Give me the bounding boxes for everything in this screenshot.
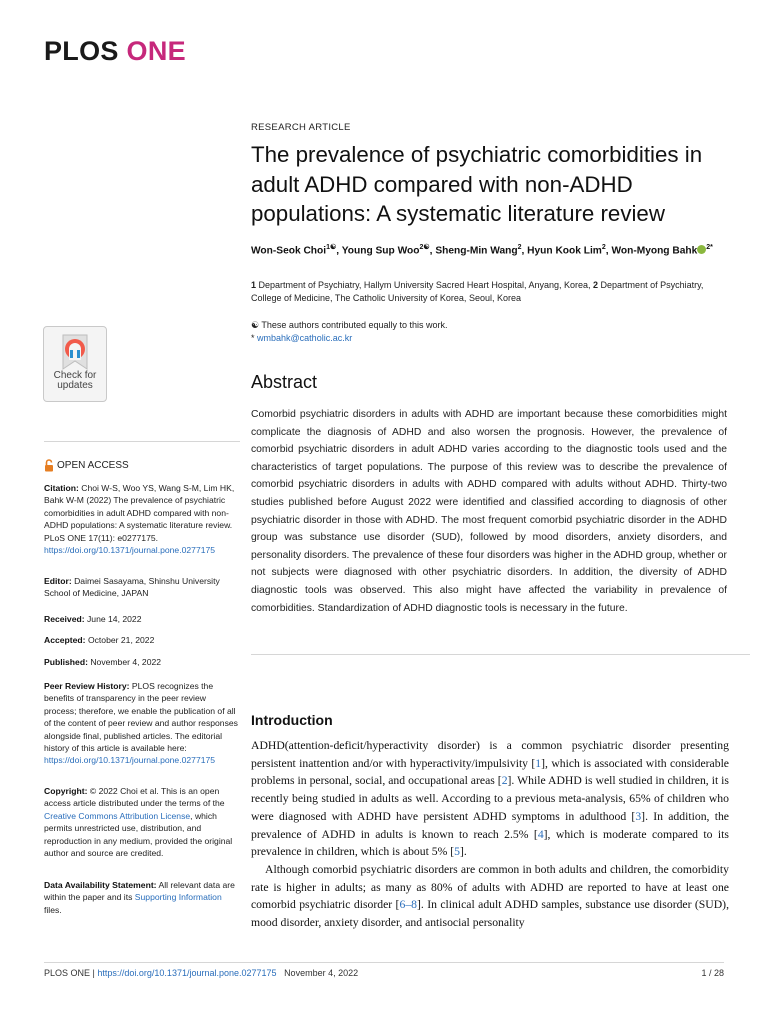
affil-num-1: 1 <box>251 280 257 290</box>
citation-block <box>44 482 240 556</box>
footer-journal: PLOS ONE <box>44 968 91 978</box>
text-span: Although comorbid psychiatric disorders are common in both adults and children, the comorbidity rate is higher in adults; as many as 80% of adults with ADHD are reported to have at least one comorbid psychiatric disorder [ <box>251 862 729 912</box>
open-access <box>44 459 129 472</box>
reference-link[interactable]: 4 <box>537 827 544 841</box>
correspondence-note <box>251 332 727 345</box>
author-name[interactable]: Young Sup Woo <box>341 245 420 257</box>
author-notes <box>251 319 727 345</box>
copyright-text-2: , which permits unrestricted use, distribution, and reproduction in any medium, provided the original author and source are credited. <box>44 810 233 859</box>
peer-review-label: Peer Review History: <box>44 681 130 691</box>
affil-text-1: Department of Psychiatry, Hallym University Sacred Heart Hospital, Anyang, Korea, <box>258 280 591 290</box>
author-sup: 2* <box>706 244 713 251</box>
bookmark-icon <box>61 333 89 371</box>
text-span: ]. <box>460 845 467 859</box>
footer-separator: | <box>92 968 95 978</box>
reference-link[interactable]: 6–8 <box>399 898 417 912</box>
peer-review-link[interactable]: https://doi.org/10.1371/journal.pone.0277175 <box>44 755 216 766</box>
correspondence-email-link[interactable]: wmbahk@catholic.ac.kr <box>257 333 353 343</box>
data-availability-label: Data Availability Statement: <box>44 880 157 890</box>
copyright-block <box>44 785 240 859</box>
reference-link[interactable]: 2 <box>501 774 508 788</box>
intro-paragraph-2 <box>251 861 729 932</box>
equal-contribution-note <box>251 319 727 332</box>
published-block <box>44 656 240 668</box>
author-name[interactable]: Won-Seok Choi <box>251 245 327 257</box>
received-block <box>44 613 240 625</box>
sidebar-divider <box>44 441 240 442</box>
editor-block <box>44 575 240 600</box>
reference-link[interactable]: 3 <box>635 809 642 823</box>
published-date: November 4, 2022 <box>90 657 162 667</box>
copyright-label: Copyright: <box>44 786 88 796</box>
accepted-label: Accepted: <box>44 635 86 645</box>
text-span: ], which is associated with considerable problems in personal, social, and occupational areas [ <box>251 756 729 788</box>
reference-link[interactable]: 5 <box>454 845 461 859</box>
equal-contribution-text: These authors contributed equally to this work. <box>261 320 448 330</box>
journal-logo[interactable] <box>44 36 186 67</box>
footer-doi-link[interactable]: https://doi.org/10.1371/journal.pone.0277175 <box>97 968 277 978</box>
check-for-updates-badge[interactable] <box>43 326 107 402</box>
citation-label: Citation: <box>44 483 79 493</box>
logo-one: ONE <box>126 36 186 66</box>
equal-contribution-icon: ☯ <box>251 320 260 330</box>
page-footer <box>44 968 358 978</box>
orcid-icon[interactable] <box>697 245 706 254</box>
peer-review-text: PLOS recognizes the benefits of transparency in the peer review process; therefore, we enable the publication of all of the content of peer review and author responses alongside final, published articles. The editorial history of this article is available here: <box>44 681 238 754</box>
introduction-heading: Introduction <box>251 712 333 728</box>
data-availability-block <box>44 879 240 916</box>
footer-divider <box>44 962 724 963</box>
editor-text: Daimei Sasayama, Shinshu University School of Medicine, JAPAN <box>44 576 220 599</box>
article-type: RESEARCH ARTICLE <box>251 122 351 133</box>
author-sup: 1☯ <box>326 244 337 251</box>
open-access-label: OPEN ACCESS <box>57 460 129 471</box>
abstract-heading: Abstract <box>251 372 318 392</box>
license-link[interactable]: Creative Commons Attribution License <box>44 810 191 821</box>
text-span: ]. In clinical adult ADHD samples, substance use disorder (SUD), mood disorder, anxiety disorder, and antisocial personality <box>251 898 729 930</box>
author-list: Won-Seok Choi$^{1☯}$, Young Sup Woo$^{2☯}$, Sheng-Min Wang$^2$, Hyun Kook Lim$^2$, Won-Myong Bahk $^{2*}$ <box>251 244 713 257</box>
data-availability-text-2: files. <box>44 904 62 915</box>
text-span: ADHD(attention-deficit/hyperactivity disorder) is a common psychiatric disorder presenting persistent inattention and/or with hyperactivity/impulsivity [ <box>251 739 729 770</box>
received-date: June 14, 2022 <box>87 614 142 624</box>
copyright-text: © 2022 Choi et al. This is an open access article distributed under the terms of the <box>44 786 225 809</box>
accepted-date: October 21, 2022 <box>87 635 155 645</box>
author-name[interactable]: Sheng-Min Wang <box>435 245 518 257</box>
peer-review-block <box>44 680 240 767</box>
article-title: The prevalence of psychiatric comorbidities in adult ADHD compared with non-ADHD populations: A systematic literature review <box>251 142 703 226</box>
logo-plos: PLOS <box>44 36 119 66</box>
author-sup: 2☯ <box>419 244 430 251</box>
text-span: ]. In addition, the prevalence of ADHD in adults is known to reach 2.5% [ <box>251 809 729 841</box>
badge-line-1: Check for <box>53 370 97 381</box>
author-sup: 2 <box>517 244 522 251</box>
reference-link[interactable]: 1 <box>535 756 542 770</box>
text-span: ], which is moderate compared to its prevalence in children, which is about 5% [ <box>251 827 729 859</box>
asterisk-icon: * <box>251 333 255 343</box>
author-name[interactable]: Won-Myong Bahk <box>611 245 698 257</box>
supporting-info-link[interactable]: Supporting Information <box>134 892 222 903</box>
page-number: 1 / 28 <box>701 968 724 978</box>
editor-label: Editor: <box>44 576 72 586</box>
accepted-block <box>44 634 240 646</box>
author-sup: 2 <box>601 244 606 251</box>
intro-paragraph-1 <box>251 737 729 861</box>
text-span: ]. While ADHD is well studied in children, it is recently being studied in adults as well. According to a previous meta-analysis, 65% of children who were diagnosed with ADHD have persistent ADHD symptoms in adulthood [ <box>251 774 729 823</box>
published-label: Published: <box>44 657 88 667</box>
citation-doi-link[interactable]: https://doi.org/10.1371/journal.pone.0277175 <box>44 545 216 556</box>
abstract-text: Comorbid psychiatric disorders in adults with ADHD are important because these comorbidities might complicate the diagnosis of ADHD and also worsen the prognosis. However, the prevalence of comorbid psychiatric disorders in adult ADHD varies according to the diagnostic tools used and the characteristics of target populations. The purpose of this review was to describe the prevalence of comorbid psychiatric disorders in adults with ADHD compared with adults without ADHD. Thirty-two studies published before August 2022 were identified and classified according to diagnosis of other psychiatric disorder in those with ADHD. The most frequent comorbid psychiatric disorder in the ADHD group was substance use disorder (SUD), followed by mood disorders, anxiety disorders, and personality disorders. The prevalence of these four disorders was higher in the ADHD group, whether or not subjects were diagnosed with other psychiatric disorders. In addition, the diversity of ADHD diagnostic tools was observed. This also might have affected the variability in prevalence of comorbidities. Standardization of ADHD diagnostic tools is necessary in the future. <box>251 409 727 614</box>
author-name[interactable]: Hyun Kook Lim <box>527 245 602 257</box>
affil-num-2: 2 <box>593 280 599 290</box>
badge-line-2: updates <box>57 380 93 391</box>
data-availability-text: All relevant data are within the paper and its <box>44 880 235 903</box>
open-lock-icon <box>44 459 54 472</box>
footer-date: November 4, 2022 <box>284 968 359 978</box>
affiliations <box>251 279 727 306</box>
affil-text-2: Department of Psychiatry, College of Medicine, The Catholic University of Korea, Seoul, Korea <box>251 280 704 304</box>
received-label: Received: <box>44 614 85 624</box>
citation-text: Choi W-S, Woo YS, Wang S-M, Lim HK, Bahk W-M (2022) The prevalence of psychiatric comorbidities in adult ADHD compared with non-ADHD populations: A systematic literature review. PLoS ONE 17(11): e0277175. <box>44 483 235 543</box>
abstract-divider <box>251 654 750 655</box>
introduction-body <box>251 737 729 932</box>
